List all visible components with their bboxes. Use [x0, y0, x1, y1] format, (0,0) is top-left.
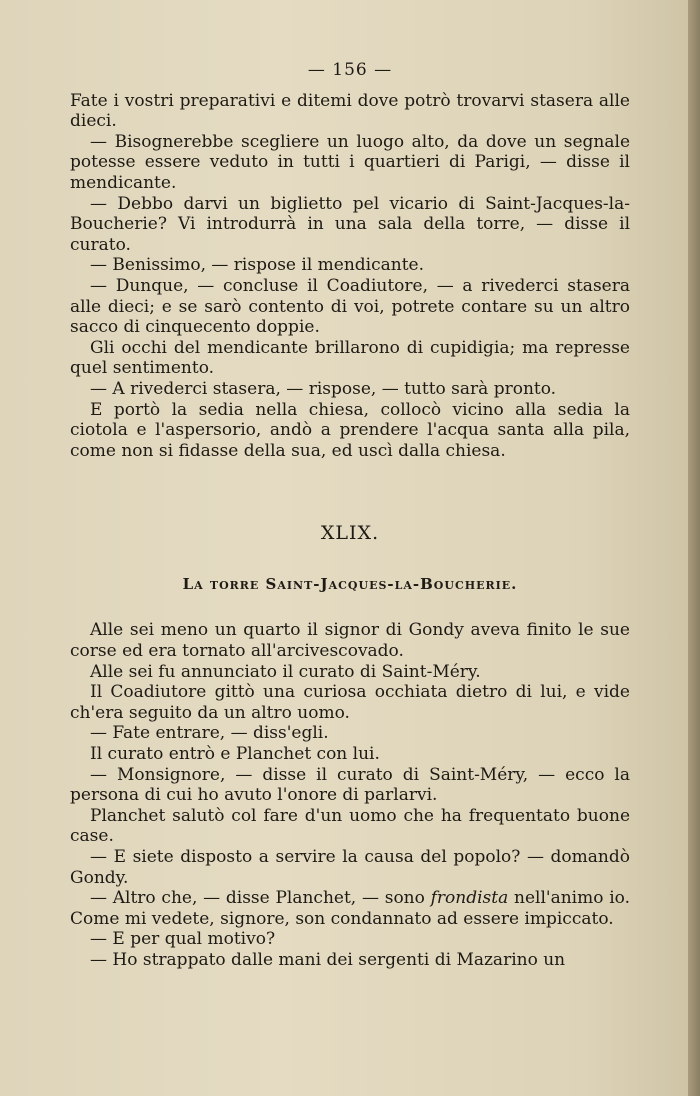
chapter-number: XLIX. — [320, 522, 380, 545]
paragraph: — Benissimo, — rispose il mendicante. — [90, 255, 425, 276]
paragraph: Il Coadiutore gittò una curiosa occhiata dietro di lui, e vide ch'era seguito da un altro uomo. — [70, 682, 630, 723]
paragraph: — Dunque, — concluse il Coadiutore, — a rivederci stasera alle dieci; e se sarò contento di voi, potrete contare su un altro sacco di cinquecento doppie. — [70, 275, 630, 338]
paragraph: — Bisognerebbe scegliere un luogo alto, da dove un segnale potesse essere veduto in tutti i quartieri di Parigi, — disse il mendicante. — [70, 131, 630, 193]
paragraph: E portò la sedia nella chiesa, collocò vicino alla sedia la ciotola e l'aspersorio, andò a prendere l'acqua santa alla pila, come non si fidasse della sua, ed uscì dalla chiesa. — [70, 399, 630, 461]
text-section-top — [70, 91, 630, 462]
paragraph: Fate i vostri preparativi e ditemi dove potrò trovarvi stasera alle dieci. — [70, 90, 630, 132]
paragraph: — Debbo darvi un biglietto pel vicario di Saint-Jacques-la-Boucherie? Vi introdurrà in una sala della torre, — disse il curato. — [70, 193, 630, 255]
paragraph: — Fate entrare, — diss'egli. — [90, 723, 329, 744]
page-edge — [688, 0, 700, 1096]
page-number: — 156 — — [307, 60, 393, 80]
chapter-title: La torre Saint-Jacques-la-Boucherie. — [182, 574, 518, 593]
paragraph: — Monsignore, — disse il curato di Saint-Méry, — ecco la persona di cui ho avuto l'onore di parlarvi. — [70, 764, 630, 806]
paragraph: Alle sei fu annunciato il curato di Saint-Méry. — [90, 661, 481, 682]
paragraph: — E per qual motivo? — [90, 929, 276, 950]
paragraph: — Ho strappato dalle mani dei sergenti di Mazarino un — [90, 949, 566, 970]
paragraph: Gli occhi del mendicante brillarono di cupidigia; ma represse quel sentimento. — [70, 337, 630, 379]
paragraph-frondista — [70, 888, 630, 929]
paragraph: Planchet salutò col fare d'un uomo che ha frequentato buone case. — [70, 805, 630, 847]
paragraph: — E siete disposto a servire la causa del popolo? — domandò Gondy. — [70, 847, 630, 888]
text-fragment: — Altro che, — disse Planchet, — sono — [90, 888, 431, 909]
text-section-bottom — [70, 620, 630, 970]
italic-word: frondista — [430, 888, 509, 909]
page-text — [70, 60, 630, 971]
paragraph: Alle sei meno un quarto il signor di Gondy aveva finito le sue corse ed era tornato all'arcivescovado. — [70, 620, 630, 662]
paragraph: Il curato entrò e Planchet con lui. — [90, 744, 380, 765]
paragraph: — A rivederci stasera, — rispose, — tutto sarà pronto. — [90, 378, 557, 399]
text-fragment: nell'animo io. Come mi vedete, signore, son condannato ad essere impiccato. — [70, 888, 630, 929]
